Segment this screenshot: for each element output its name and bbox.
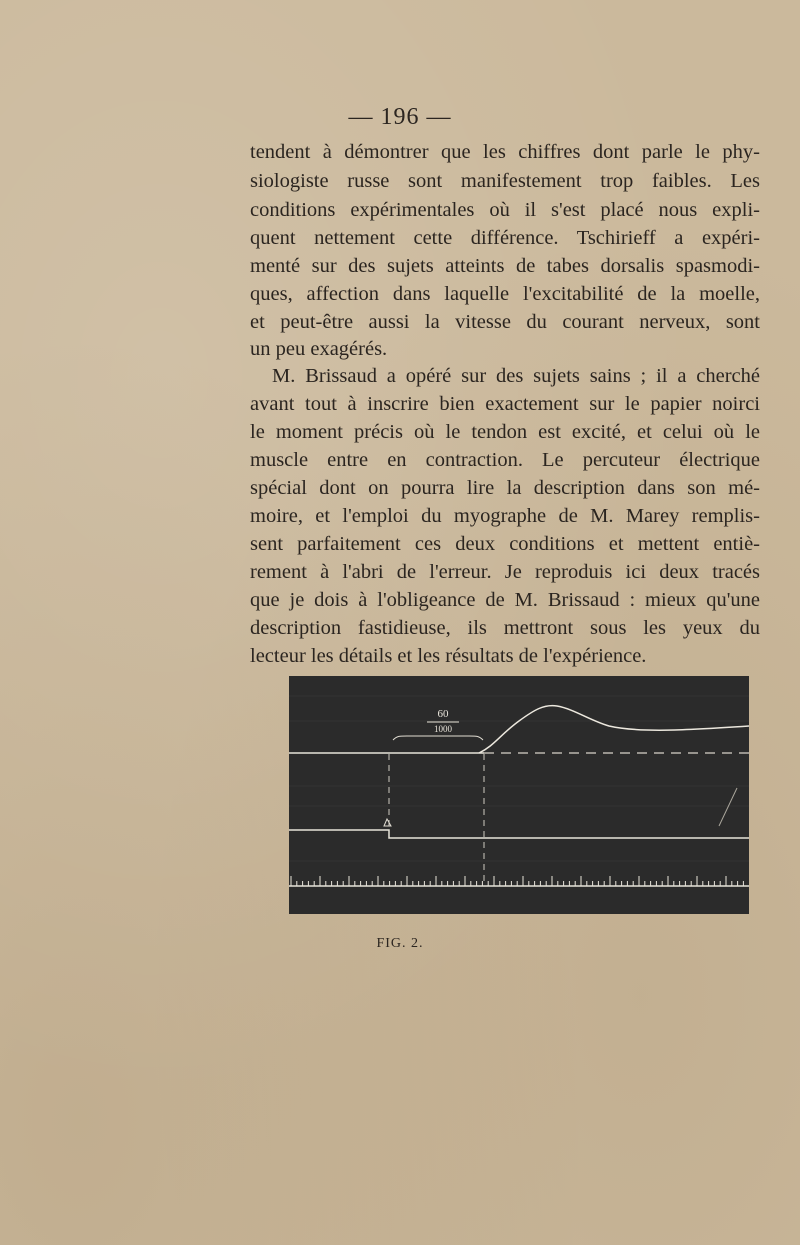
myograph-figure <box>289 676 749 914</box>
text-line: ques, affection dans laquelle l'excitabilité de la moelle, <box>250 283 760 305</box>
text-line: quent nettement cette différence. Tschirieff a expéri- <box>250 227 760 249</box>
fraction-denominator: 1000 <box>434 724 452 734</box>
text-line: un peu exagérés. <box>250 338 388 360</box>
myograph-tracing <box>289 676 749 914</box>
text-line: sent parfaitement ces deux conditions et mettent entiè- <box>250 533 760 555</box>
page-number: — 196 — <box>348 104 452 130</box>
text-line: siologiste russe sont manifestement trop faibles. Les <box>250 170 760 192</box>
text-line: moire, et l'emploi du myographe de M. Marey remplis- <box>250 505 760 527</box>
text-line: et peut-être aussi la vitesse du courant nerveux, sont <box>250 311 760 333</box>
text-line: conditions expérimentales où il s'est placé nous expli- <box>250 199 760 221</box>
text-line: rement à l'abri de l'erreur. Je reproduis ici deux tracés <box>250 561 760 583</box>
text-line: tendent à démontrer que les chiffres dont parle le phy- <box>250 141 760 163</box>
fraction-numerator: 60 <box>437 708 449 720</box>
text-line: lecteur les détails et les résultats de l'expérience. <box>250 645 647 667</box>
text-line: description fastidieuse, ils mettront sous les yeux du <box>250 617 760 639</box>
text-line: spécial dont on pourra lire la description dans son mé- <box>250 477 760 499</box>
text-line: M. Brissaud a opéré sur des sujets sains ; il a cherché <box>272 365 760 387</box>
text-line: le moment précis où le tendon est excité, et celui où le <box>250 421 760 443</box>
text-line: menté sur des sujets atteints de tabes dorsalis spasmodi- <box>250 255 760 277</box>
text-line: muscle entre en contraction. Le percuteur électrique <box>250 449 760 471</box>
text-line: que je dois à l'obligeance de M. Brissaud : mieux qu'une <box>250 589 760 611</box>
figure-caption: FIG. 2. <box>376 936 424 951</box>
text-line: avant tout à inscrire bien exactement sur le papier noirci <box>250 393 760 415</box>
